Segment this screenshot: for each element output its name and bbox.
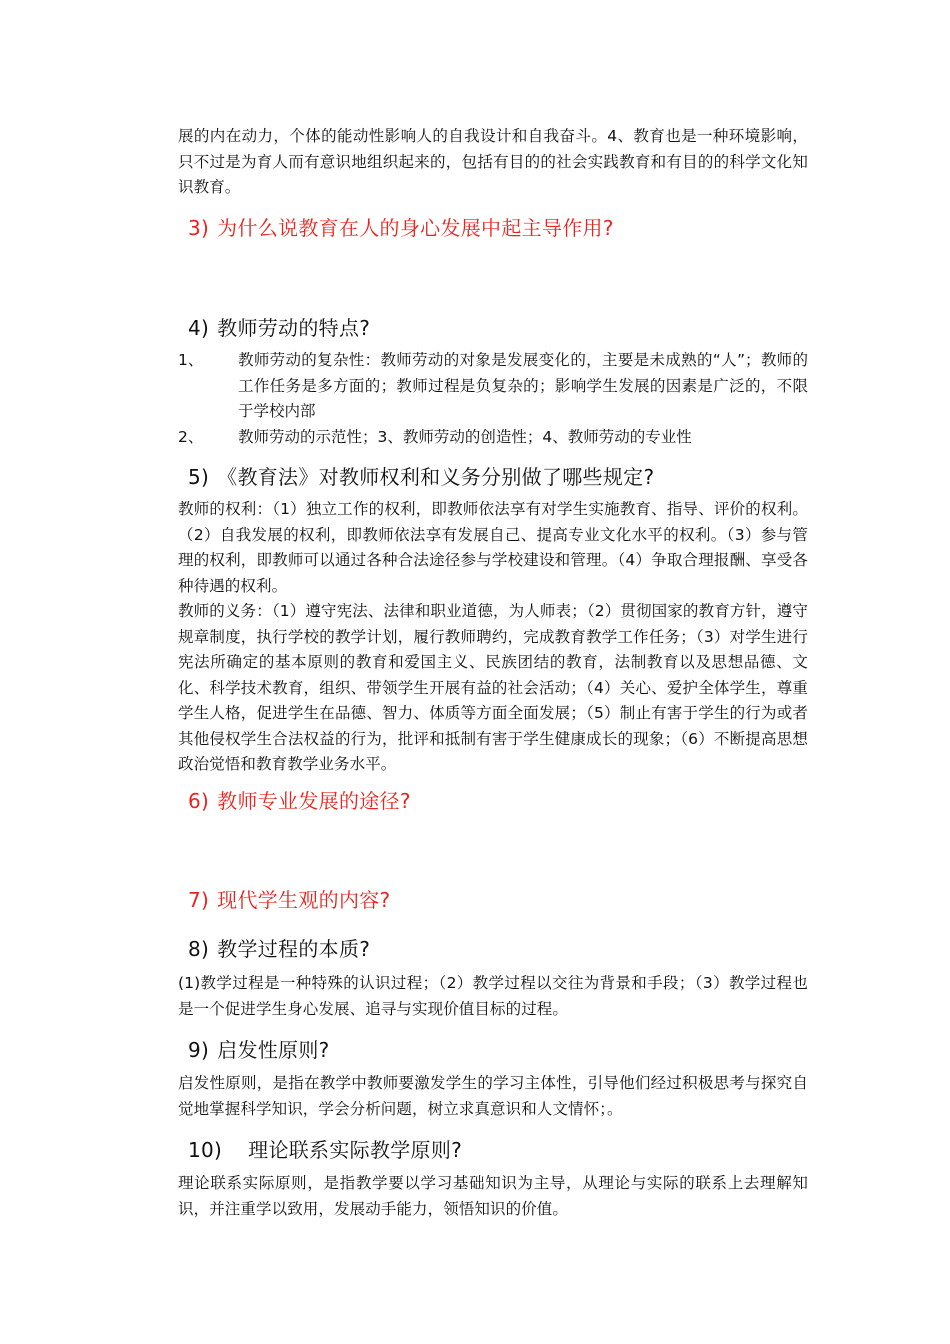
heading-number: 7) [188, 888, 210, 912]
heading-number: 6) [188, 789, 210, 813]
heading-q9 [188, 1034, 330, 1063]
list-marker: 2、 [178, 427, 204, 446]
heading-title: 理论联系实际教学原则? [248, 1138, 463, 1162]
heuristic-principle-paragraph: 启发性原则，是指在教学中教师要激发学生的学习主体性，引导他们经过积极思考与探究自觉地掌握科学知识，学会分析问题，树立求真意识和人文情怀；。 [178, 1074, 808, 1118]
heading-q10 [188, 1134, 462, 1163]
list-marker: 1、 [178, 351, 204, 369]
list-item-text: 教师劳动的复杂性：教师劳动的对象是发展变化的，主要是未成熟的“人”；教师的工作任务是多方面的；教师过程是负复杂的；影响学生发展的因素是广泛的，不限于学校内部 [238, 351, 808, 420]
theory-practice-paragraph: 理论联系实际原则，是指教学要以学习基础知识为主导，从理论与实际的联系上去理解知识，并注重学以致用，发展动手能力，领悟知识的价值。 [178, 1174, 808, 1218]
heading-q4 [188, 312, 370, 341]
teacher-duties-paragraph: 教师的义务：（1）遵守宪法、法律和职业道德，为人师表；（2）贯彻国家的教育方针，遵守规章制度，执行学校的教学计划，履行教师聘约，完成教育教学工作任务；（3）对学生进行宪法所确定的基本原则的教育和爱国主义、民族团结的教育，法制教育以及思想品德、文化、科学技术教育，组织、带领学生开展有益的社会活动；（4）关心、爱护全体学生，尊重学生人格，促进学生在品德、智力、体质等方面全面发展；（5）制止有害于学生的行为或者其他侵权学生合法权益的行为，批评和抵制有害于学生健康成长的现象；（6）不断提高思想政治觉悟和教育教学业务水平。 [178, 602, 808, 773]
heading-number: 8) [188, 937, 210, 961]
heading-title: 现代学生观的内容? [217, 888, 391, 912]
heading-title: 教师专业发展的途径? [217, 789, 411, 813]
teacher-labor-list [178, 348, 808, 450]
heading-number: 4) [188, 316, 210, 340]
teaching-process-paragraph: (1)教学过程是一种特殊的认识过程；（2）教学过程以交往为背景和手段；（3）教学过程也是一个促进学生身心发展、追寻与实现价值目标的过程。 [178, 974, 808, 1018]
heading-title: 启发性原则? [217, 1038, 330, 1062]
heading-title: 《教育法》对教师权利和义务分别做了哪些规定? [217, 465, 655, 489]
heading-q6 [188, 785, 411, 814]
intro-paragraph: 展的内在动力，个体的能动性影响人的自我设计和自我奋斗。4、教育也是一种环境影响，只不过是为育人而有意识地组织起来的，包括有目的的社会实践教育和有目的的科学文化知识教育。 [178, 127, 808, 196]
heading-title: 为什么说教育在人的身心发展中起主导作用? [217, 216, 614, 240]
heading-q5 [188, 461, 654, 490]
heading-q7 [188, 884, 390, 913]
heading-title: 教师劳动的特点? [217, 316, 371, 340]
list-item-text: 教师劳动的示范性；3、教师劳动的创造性；4、教师劳动的专业性 [238, 427, 692, 446]
teacher-rights-paragraph: 教师的权利：（1）独立工作的权利，即教师依法享有对学生实施教育、指导、评价的权利。（2）自我发展的权利，即教师依法享有发展自己、提高专业文化水平的权利。（3）参与管理的权利，即教师可以通过各种合法途径参与学校建设和管理。（4）争取合理报酬、享受各种待遇的权利。 [178, 500, 808, 595]
list-item [178, 348, 808, 425]
heading-title: 教学过程的本质? [217, 937, 371, 961]
list-item [178, 425, 808, 451]
heading-number: 9) [188, 1038, 210, 1062]
heading-number: 5) [188, 465, 210, 489]
heading-q8 [188, 933, 370, 962]
heading-number: 10) [188, 1138, 223, 1162]
heading-number: 3) [188, 216, 210, 240]
heading-q3 [188, 212, 614, 241]
